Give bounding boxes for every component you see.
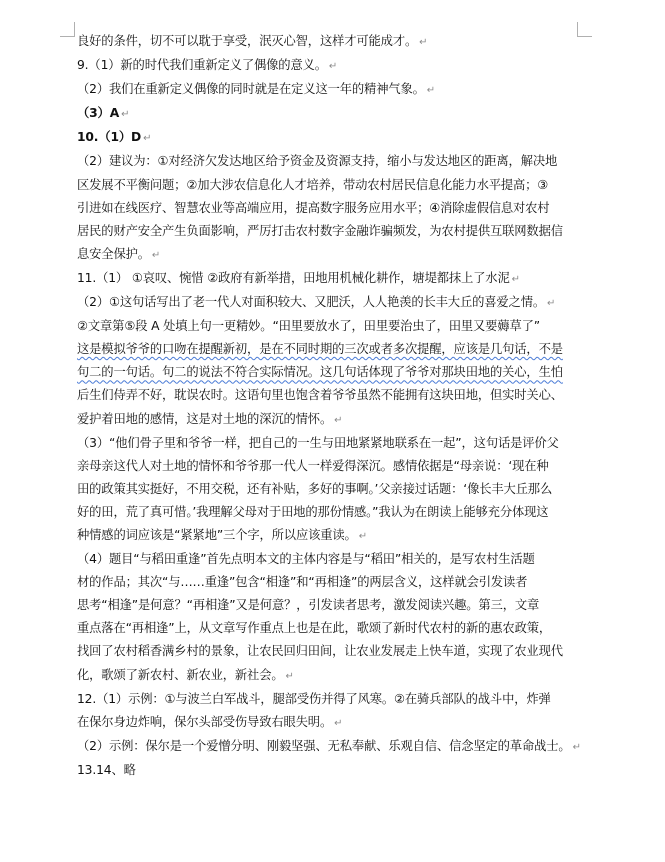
text-line: 13.14、略 <box>77 762 136 777</box>
paragraph-mark: ↵ <box>511 273 520 285</box>
text-line: 息安全保护。 ↵ <box>77 246 161 261</box>
paragraph-mark: ↵ <box>572 741 581 753</box>
text-line: ②文章第⑤段 A 处填上句一更精妙。“田里要放水了，田里要治虫了，田里又要薅草了” <box>77 319 540 334</box>
text-line: （3）A ↵ <box>77 106 130 121</box>
text-line: 材的作品；其次“与……重逢”包含“相逢”和“再相逢”的两层含义，这样就会引发读者 <box>77 575 528 590</box>
text-line: 居民的财产安全产生负面影响，严厉打击农村数字金融诈骗频发，为农村提供互联网数据信 <box>77 223 563 238</box>
paragraph-mark: ↵ <box>143 133 152 145</box>
paragraph-mark: ↵ <box>426 85 436 97</box>
text-line: （2）建议为：①对经济欠发达地区给予资金及资源支持，缩小与发达地区的距离，解决地 <box>77 154 558 169</box>
text-line: 种情感的词应该是“紧紧地”三个字，所以应该重读。 ↵ <box>77 527 367 542</box>
text-line: 11.（1） ①哀叹、惋惜 ②政府有新举措，田地用机械化耕作，塘堤都抹上了水泥 ↵ <box>77 270 520 285</box>
text-line: 引进如在线医疗、智慧农业等高端应用，提高数字服务应用水平；④消除虚假信息对农村 <box>77 200 550 215</box>
paragraph-mark: ↵ <box>151 249 161 261</box>
page-corner-mark-left <box>60 22 75 37</box>
text-line: 后生们侍弄不好，耽误农时。这语句里也饱含着爷爷虽然不能拥有这块田地，但实时关心、 <box>77 388 563 403</box>
paragraph-mark: ↵ <box>328 61 338 73</box>
text-line: 这是模拟爷爷的口吻在提醒新初，是在不同时期的三次或者多次提醒，应该是几句话，不是 <box>77 342 563 357</box>
text-line: （2）①这句话写出了老一代人对面积较大、又肥沃，人人艳羡的长丰大丘的喜爱之情。 ↵ <box>77 295 556 310</box>
paragraph-mark: ↵ <box>419 37 428 48</box>
paragraph-mark: ↵ <box>358 530 367 542</box>
text-line: 找回了农村稻香满乡村的景象，让农民回归田间，让农业发展走上快车道，实现了农业现代 <box>77 644 563 659</box>
paragraph-mark: ↵ <box>121 109 130 121</box>
text-line: 好的田，荒了真可惜。’我理解父母对于田地的那份情感。”我认为在朗读上能够充分体现这 <box>77 504 549 519</box>
text-line: 重点落在“再相逢”上，从文章写作重点上也是在此，歌颂了新时代农村的新的惠农政策， <box>77 621 552 636</box>
text-line: （3）“他们骨子里和爷爷一样，把自己的一生与田地紧紧地联系在一起”，这句话是评价父 <box>77 435 559 450</box>
paragraph-mark: ↵ <box>334 717 343 729</box>
answer-document <box>77 30 587 782</box>
text-line: 在保尔身边炸响，保尔头部受伤导致右眼失明。 ↵ <box>77 714 343 729</box>
text-line: （4）题目“与稻田重逢”首先点明本文的主体内容是与“稻田”相关的，是写农村生活题 <box>77 552 535 567</box>
text-line: 田的政策其实挺好，不用交税，还有补贴，多好的事啊。’父亲接过话题：‘像长丰大丘那么 <box>77 481 553 496</box>
text-line: （2）我们在重新定义偶像的同时就是在定义这一年的精神气象。 ↵ <box>77 82 436 97</box>
text-line: 化，歌颂了新农村、新农业，新社会。 ↵ <box>77 667 294 682</box>
paragraph-mark: ↵ <box>285 670 294 682</box>
paragraph-mark: ↵ <box>546 298 556 310</box>
text-line: 区发展不平衡问题；②加大涉农信息化人才培养，带动农村居民信息化能力水平提高；③ <box>77 177 549 192</box>
text-line: 10.（1）D ↵ <box>77 130 152 145</box>
paragraph-mark: ↵ <box>334 414 343 426</box>
text-line: 良好的条件，切不可以耽于享受，泯灭心智，这样才可能成才。 ↵ <box>77 34 428 48</box>
text-line: 句二的一句话。句二的说法不符合实际情况。这几句话体现了爷爷对那块田地的关心，生怕 <box>77 365 563 380</box>
text-line: 思考“相逢”是何意？“再相逢”又是何意？，引发读者思考，激发阅读兴趣。第三，文章 <box>77 598 540 613</box>
text-line: 12.（1）示例：①与波兰白军战斗，腿部受伤并得了风寒。②在骑兵部队的战斗中，炸弹 <box>77 691 551 706</box>
text-line: 爱护着田地的感情，这是对土地的深沉的情怀。 ↵ <box>77 411 343 426</box>
text-line: 亲母亲这代人对土地的情怀和爷爷那一代人一样爱得深沉。感情依据是“母亲说：‘现在种 <box>77 458 549 473</box>
text-line: 9.（1）新的时代我们重新定义了偶像的意义。 ↵ <box>77 58 338 73</box>
text-line: （2）示例：保尔是一个爱憎分明、刚毅坚强、无私奉献、乐观自信、信念坚定的革命战士。 ↵ <box>77 738 581 753</box>
